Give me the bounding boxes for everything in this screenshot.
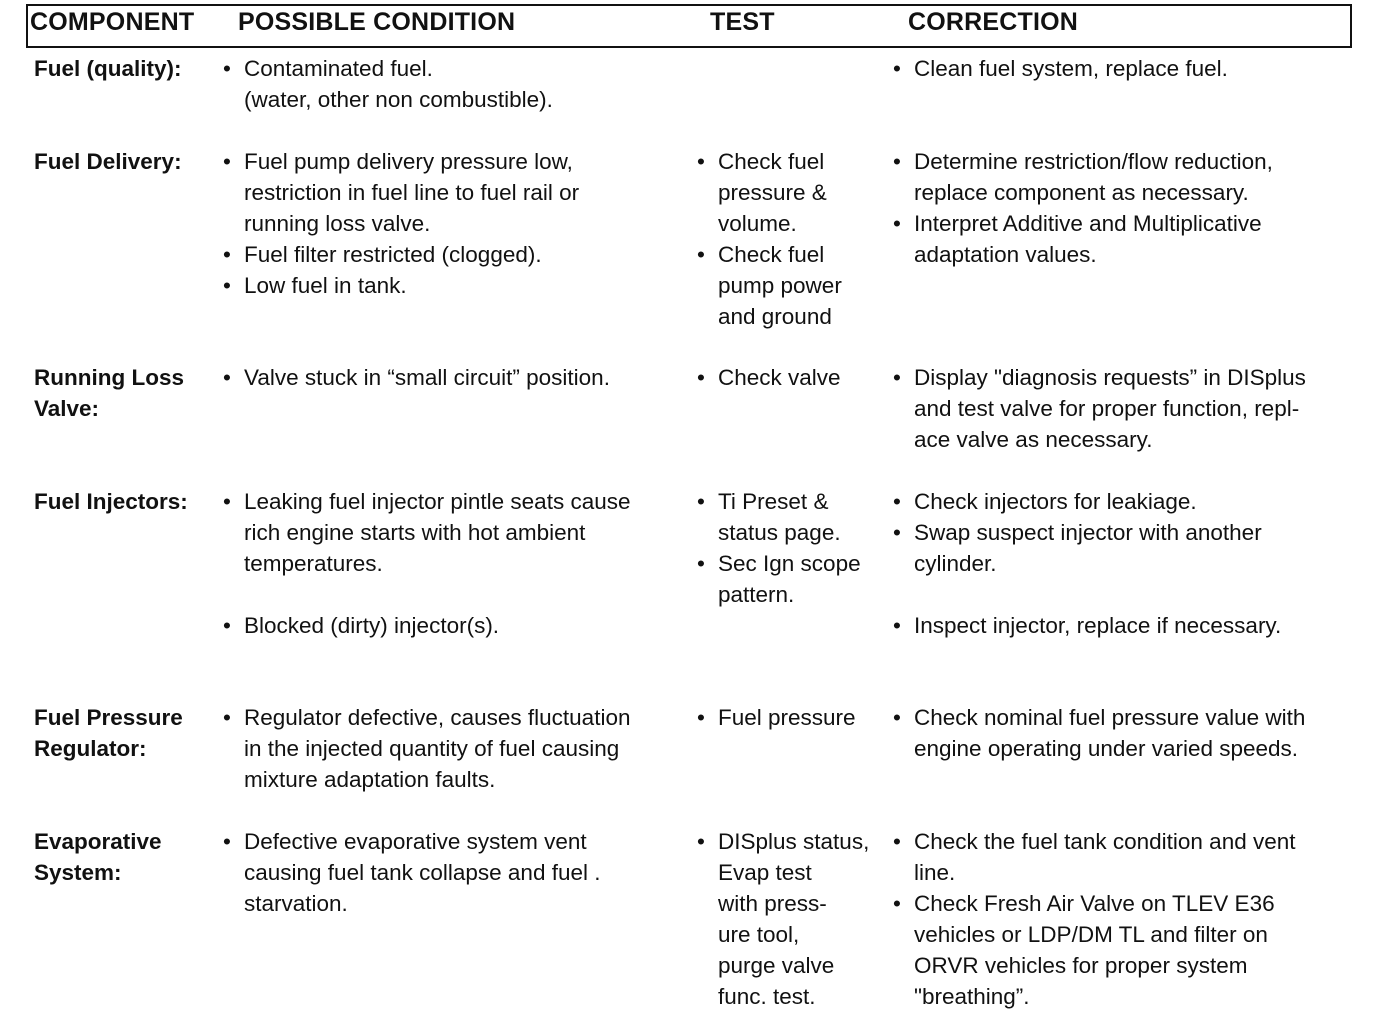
bullet-icon: • — [697, 705, 705, 730]
spacer — [892, 579, 1362, 610]
bullet-line: Check fuel — [718, 242, 825, 267]
bullet-line: Check valve — [718, 365, 841, 390]
bullet-line: with press- — [718, 891, 827, 916]
bullet-item — [696, 548, 886, 610]
bullet-icon: • — [893, 149, 901, 174]
bullet-line: Check injectors for leakiage. — [914, 489, 1197, 514]
bullet-line: ure tool, — [718, 922, 800, 947]
bullet-line: causing fuel tank collapse and fuel . — [244, 860, 601, 885]
correction-cell — [892, 702, 1362, 764]
bullet-line: Clean fuel system, replace fuel. — [914, 56, 1228, 81]
component-name — [34, 486, 214, 517]
bullet-line: Low fuel in tank. — [244, 273, 407, 298]
bullet-icon: • — [697, 829, 705, 854]
bullet-line: Leaking fuel injector pintle seats cause — [244, 489, 631, 514]
bullet-line: Sec Ign scope — [718, 551, 861, 576]
bullet-line: Swap suspect injector with another — [914, 520, 1262, 545]
bullet-line: Fuel pressure — [718, 705, 856, 730]
bullet-line: pressure & — [718, 180, 827, 205]
bullet-line: Regulator defective, causes fluctuation — [244, 705, 631, 730]
possible-condition-cell — [222, 362, 682, 393]
bullet-icon: • — [893, 613, 901, 638]
bullet-line: Check the fuel tank condition and vent — [914, 829, 1296, 854]
bullet-line: Display "diagnosis requests” in DISplus — [914, 365, 1306, 390]
header-test: TEST — [710, 8, 775, 36]
bullet-icon: • — [223, 705, 231, 730]
bullet-item — [222, 270, 682, 301]
bullet-item — [696, 702, 886, 733]
bullet-icon: • — [223, 242, 231, 267]
possible-condition-cell — [222, 486, 682, 641]
bullet-line: replace component as necessary. — [914, 180, 1249, 205]
bullet-icon: • — [223, 273, 231, 298]
component-name — [34, 362, 214, 424]
bullet-item — [892, 486, 1362, 517]
bullet-line: Ti Preset & — [718, 489, 829, 514]
bullet-line: pump power — [718, 273, 842, 298]
bullet-line: "breathing”. — [914, 984, 1030, 1009]
bullet-item — [892, 702, 1362, 764]
bullet-item — [222, 486, 682, 579]
bullet-line: cylinder. — [914, 551, 997, 576]
bullet-line: Determine restriction/flow reduction, — [914, 149, 1273, 174]
bullet-line: and ground — [718, 304, 832, 329]
correction-cell — [892, 486, 1362, 641]
test-cell — [696, 146, 886, 332]
bullet-line: Valve stuck in “small circuit” position. — [244, 365, 610, 390]
bullet-icon: • — [223, 365, 231, 390]
bullet-item — [222, 239, 682, 270]
bullet-line: pattern. — [718, 582, 795, 607]
bullet-line: func. test. — [718, 984, 816, 1009]
bullet-item — [222, 53, 682, 115]
header-possible-condition: POSSIBLE CONDITION — [238, 8, 516, 36]
correction-cell — [892, 826, 1362, 1012]
test-cell — [696, 702, 886, 733]
component-line: Valve: — [34, 396, 100, 421]
bullet-line: volume. — [718, 211, 797, 236]
component-name — [34, 702, 214, 764]
bullet-item — [696, 146, 886, 239]
bullet-item — [892, 610, 1362, 641]
bullet-item — [696, 239, 886, 332]
bullet-line: Evap test — [718, 860, 812, 885]
bullet-line: vehicles or LDP/DM TL and filter on — [914, 922, 1268, 947]
component-name — [34, 53, 214, 84]
bullet-line: Check fuel — [718, 149, 825, 174]
bullet-icon: • — [223, 56, 231, 81]
bullet-item — [222, 826, 682, 919]
bullet-icon: • — [893, 211, 901, 236]
test-cell — [696, 362, 886, 393]
bullet-icon: • — [893, 520, 901, 545]
bullet-line: Defective evaporative system vent — [244, 829, 587, 854]
bullet-line: Fuel filter restricted (clogged). — [244, 242, 542, 267]
component-line: Regulator: — [34, 736, 147, 761]
component-name — [34, 826, 214, 888]
bullet-icon: • — [697, 149, 705, 174]
correction-cell — [892, 362, 1362, 455]
bullet-line: (water, other non combustible). — [244, 87, 553, 112]
bullet-icon: • — [893, 489, 901, 514]
bullet-item — [696, 362, 886, 393]
correction-cell — [892, 146, 1362, 270]
bullet-line: DISplus status, — [718, 829, 870, 854]
component-line: Fuel (quality): — [34, 56, 182, 81]
header-correction: CORRECTION — [908, 8, 1079, 36]
bullet-line: starvation. — [244, 891, 348, 916]
bullet-icon: • — [697, 242, 705, 267]
possible-condition-cell — [222, 702, 682, 795]
bullet-icon: • — [697, 365, 705, 390]
bullet-line: adaptation values. — [914, 242, 1097, 267]
bullet-item — [696, 486, 886, 548]
bullet-icon: • — [697, 489, 705, 514]
bullet-item — [892, 146, 1362, 208]
bullet-icon: • — [893, 56, 901, 81]
bullet-item — [892, 826, 1362, 888]
bullet-item — [892, 888, 1362, 1012]
header-component: COMPONENT — [30, 8, 195, 36]
bullet-line: engine operating under varied speeds. — [914, 736, 1299, 761]
bullet-icon: • — [223, 829, 231, 854]
bullet-line: restriction in fuel line to fuel rail or — [244, 180, 580, 205]
component-line: Fuel Pressure — [34, 705, 183, 730]
component-line: Fuel Delivery: — [34, 149, 182, 174]
bullet-icon: • — [697, 551, 705, 576]
bullet-icon: • — [893, 365, 901, 390]
bullet-line: rich engine starts with hot ambient — [244, 520, 586, 545]
correction-cell — [892, 53, 1362, 84]
bullet-icon: • — [223, 489, 231, 514]
bullet-line: Interpret Additive and Multiplicative — [914, 211, 1262, 236]
component-line: System: — [34, 860, 122, 885]
possible-condition-cell — [222, 53, 682, 115]
possible-condition-cell — [222, 826, 682, 919]
bullet-line: and test valve for proper function, repl- — [914, 396, 1300, 421]
component-line: Fuel Injectors: — [34, 489, 188, 514]
bullet-icon: • — [223, 149, 231, 174]
bullet-line: status page. — [718, 520, 841, 545]
bullet-line: Check Fresh Air Valve on TLEV E36 — [914, 891, 1275, 916]
possible-condition-cell — [222, 146, 682, 301]
bullet-item — [222, 362, 682, 393]
bullet-line: ORVR vehicles for proper system — [914, 953, 1248, 978]
bullet-line: line. — [914, 860, 956, 885]
component-line: Evaporative — [34, 829, 162, 854]
bullet-icon: • — [893, 705, 901, 730]
bullet-line: ace valve as necessary. — [914, 427, 1153, 452]
component-line: Running Loss — [34, 365, 184, 390]
bullet-icon: • — [893, 829, 901, 854]
bullet-item — [892, 517, 1362, 579]
bullet-line: temperatures. — [244, 551, 383, 576]
bullet-line: Inspect injector, replace if necessary. — [914, 613, 1282, 638]
bullet-line: running loss valve. — [244, 211, 431, 236]
bullet-icon: • — [893, 891, 901, 916]
bullet-item — [892, 53, 1362, 84]
bullet-line: purge valve — [718, 953, 835, 978]
bullet-item — [222, 146, 682, 239]
spacer — [222, 579, 682, 610]
test-cell — [696, 826, 886, 1012]
component-name — [34, 146, 214, 177]
bullet-line: Fuel pump delivery pressure low, — [244, 149, 573, 174]
bullet-item — [892, 208, 1362, 270]
bullet-line: Blocked (dirty) injector(s). — [244, 613, 500, 638]
bullet-line: Check nominal fuel pressure value with — [914, 705, 1306, 730]
bullet-item — [696, 826, 886, 1012]
bullet-line: in the injected quantity of fuel causing — [244, 736, 620, 761]
test-cell — [696, 486, 886, 610]
bullet-line: mixture adaptation faults. — [244, 767, 496, 792]
bullet-item — [222, 702, 682, 795]
bullet-item — [222, 610, 682, 641]
bullet-line: Contaminated fuel. — [244, 56, 433, 81]
bullet-icon: • — [223, 613, 231, 638]
bullet-item — [892, 362, 1362, 455]
